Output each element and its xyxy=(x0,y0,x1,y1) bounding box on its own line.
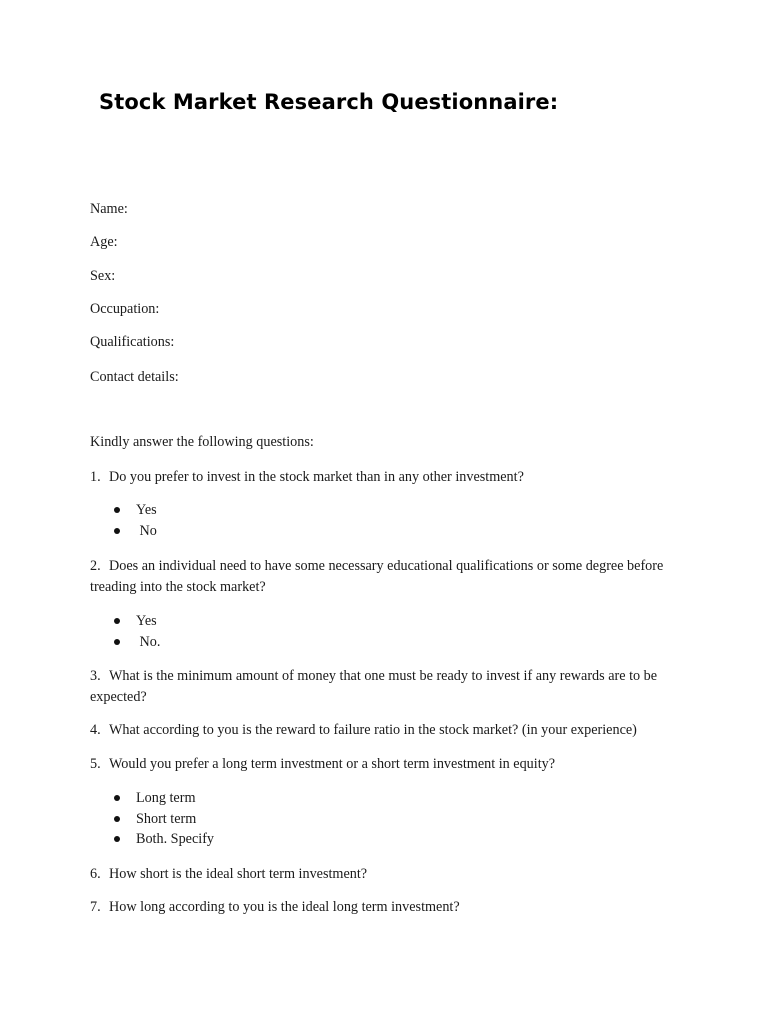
qualifications-field-label: Qualifications: xyxy=(90,334,175,350)
question-number: 3. xyxy=(90,668,101,684)
question-text: Does an individual need to have some necessary educational qualifications or some degree before treading into the stock market? xyxy=(90,558,664,595)
question-2-options xyxy=(112,611,160,652)
question-number: 5. xyxy=(90,756,101,772)
option-label: Both. Specify xyxy=(136,831,215,847)
option-label: Short term xyxy=(136,810,197,827)
bullet-icon xyxy=(114,639,120,645)
option-item xyxy=(112,788,214,809)
document-title: Stock Market Research Questionnaire: xyxy=(99,90,559,114)
question-number: 2. xyxy=(90,558,101,574)
bullet-icon xyxy=(114,816,120,822)
option-label: Yes xyxy=(136,502,157,518)
instructions-text: Kindly answer the following questions: xyxy=(90,434,314,450)
age-field-label: Age: xyxy=(90,234,118,250)
question-6 xyxy=(90,864,680,885)
question-4 xyxy=(90,720,690,741)
option-item xyxy=(112,829,214,850)
bullet-icon xyxy=(114,528,120,534)
bullet-icon xyxy=(114,618,120,624)
option-item xyxy=(112,500,157,521)
question-number: 6. xyxy=(90,866,101,882)
question-text: Do you prefer to invest in the stock market than in any other investment? xyxy=(109,469,524,485)
option-item xyxy=(112,809,214,830)
bullet-icon xyxy=(114,507,120,513)
question-3 xyxy=(90,666,680,708)
option-label: Yes xyxy=(136,613,157,629)
option-label: No. xyxy=(136,633,161,650)
question-1 xyxy=(90,467,680,488)
question-text: How short is the ideal short term investment? xyxy=(109,866,368,882)
question-text: How long according to you is the ideal long term investment? xyxy=(109,899,460,915)
option-item xyxy=(112,632,160,653)
bullet-icon xyxy=(114,795,120,801)
question-text: What according to you is the reward to failure ratio in the stock market? (in your experience) xyxy=(109,722,637,738)
question-1-options xyxy=(112,500,157,541)
option-item xyxy=(112,611,160,632)
question-text: Would you prefer a long term investment or a short term investment in equity? xyxy=(109,756,556,772)
question-5-options xyxy=(112,788,214,850)
occupation-field-label: Occupation: xyxy=(90,301,160,317)
name-field-label: Name: xyxy=(90,201,128,217)
question-number: 1. xyxy=(90,469,101,485)
question-7 xyxy=(90,897,680,918)
question-number: 7. xyxy=(90,899,101,915)
question-text: What is the minimum amount of money that one must be ready to invest if any rewards are to be expected? xyxy=(90,668,658,705)
question-2 xyxy=(90,556,680,598)
question-5 xyxy=(90,754,680,775)
bullet-icon xyxy=(114,836,120,842)
contact-details-field-label: Contact details: xyxy=(90,369,179,385)
option-item xyxy=(112,521,157,542)
option-label: Long term xyxy=(136,790,196,806)
sex-field-label: Sex: xyxy=(90,268,116,284)
option-label: No xyxy=(136,522,157,539)
question-number: 4. xyxy=(90,722,101,738)
